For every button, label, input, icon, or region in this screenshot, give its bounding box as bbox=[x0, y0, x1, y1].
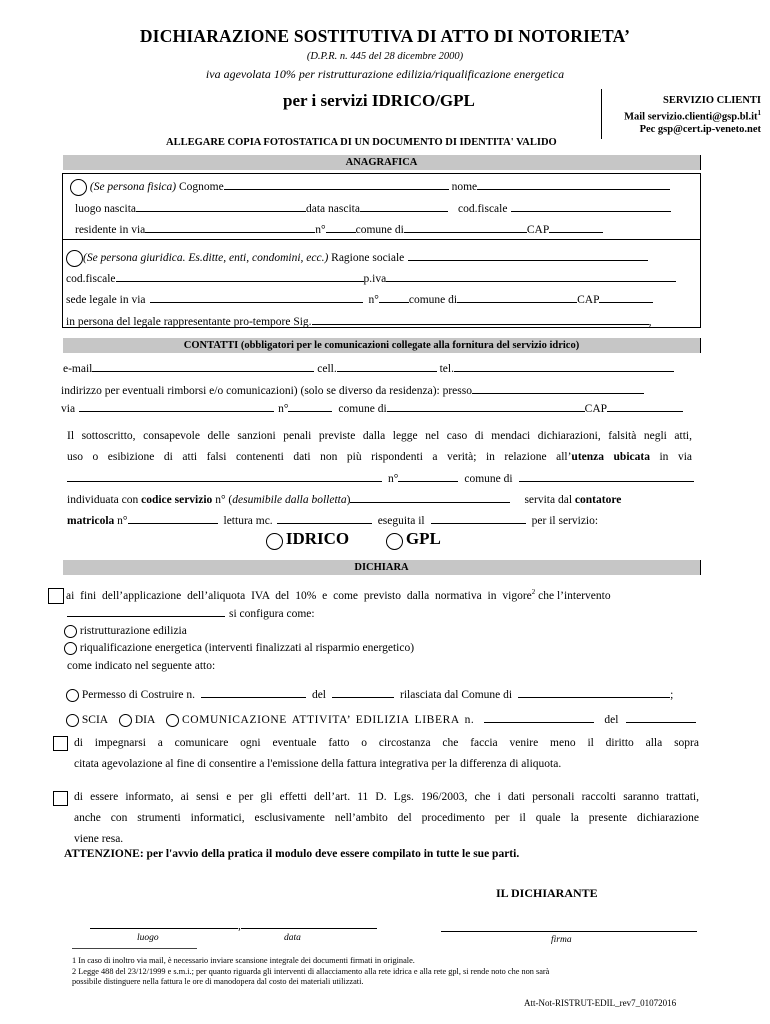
comune-field[interactable] bbox=[404, 221, 527, 233]
semicolon: ; bbox=[670, 689, 674, 701]
persona-fisica-radio[interactable] bbox=[70, 179, 87, 196]
item2-line1: di impegnarsi a comunicare ogni eventuale fatto o circostanza che faccia venire meno il diritto alla sopra bbox=[74, 737, 699, 749]
attach-id-notice: ALLEGARE COPIA FOTOSTATICA DI UN DOCUMENTO DI IDENTITA' VALIDO bbox=[166, 137, 557, 148]
row-servizio-choice bbox=[266, 529, 441, 550]
luogo-caption: luogo bbox=[137, 933, 159, 943]
cod-fiscale2-label: cod.fiscale bbox=[66, 273, 116, 285]
data-field[interactable] bbox=[241, 917, 377, 929]
ubicazione-via-field[interactable] bbox=[67, 470, 382, 482]
attenzione-label: ATTENZIONE: bbox=[64, 848, 144, 860]
row-scia-dia bbox=[66, 711, 696, 727]
idrico-radio[interactable] bbox=[266, 533, 283, 550]
firma-line[interactable] bbox=[441, 931, 697, 932]
sede-numero-field[interactable] bbox=[379, 291, 409, 303]
per-servizio-label: per il servizio: bbox=[531, 515, 599, 527]
codice-servizio-field[interactable] bbox=[350, 491, 510, 503]
cap-label: CAP bbox=[526, 224, 550, 236]
persona-giuridica-radio[interactable] bbox=[66, 250, 83, 267]
numero-field[interactable] bbox=[288, 400, 332, 412]
riqualificazione-radio[interactable] bbox=[64, 642, 77, 655]
footnotes bbox=[72, 956, 549, 988]
cod-fiscale2-field[interactable] bbox=[116, 270, 364, 282]
customer-service-pec: Pec gsp@cert.ip-veneto.net bbox=[639, 123, 761, 135]
row-codfisc-piva bbox=[66, 270, 676, 285]
ragione-sociale-field[interactable] bbox=[408, 249, 648, 261]
dia-label: DIA bbox=[134, 714, 156, 726]
row-codice-servizio bbox=[67, 491, 621, 506]
persona-giuridica-label: (Se persona giuridica. Es.ditte, enti, condomini, ecc.) bbox=[83, 252, 329, 264]
data-caption: data bbox=[284, 933, 301, 943]
row-ubicazione bbox=[67, 470, 694, 485]
piva-label: p.iva bbox=[363, 273, 387, 285]
footnote-ref-1: 1 bbox=[757, 109, 761, 117]
anagrafica-frame-right bbox=[700, 173, 701, 327]
cap-label: CAP bbox=[577, 294, 600, 306]
legal-reference: (D.P.R. n. 445 del 28 dicembre 2000) bbox=[306, 51, 464, 62]
riqualificazione-label: riqualificazione energetica (interventi finalizzati al risparmio energetico) bbox=[79, 642, 415, 655]
anagrafica-heading: ANAGRAFICA bbox=[63, 155, 701, 170]
numero-label: n° bbox=[368, 294, 379, 306]
email-label: e-mail bbox=[63, 363, 93, 375]
legale-rapp-label: in persona del legale rappresentante pro-tempore Sig. bbox=[66, 316, 312, 328]
row-dich-item3 bbox=[53, 791, 68, 806]
attenzione-notice bbox=[64, 848, 519, 860]
footnote-separator bbox=[72, 948, 197, 949]
row-dich-item1 bbox=[48, 588, 688, 604]
data-nascita-label: data nascita bbox=[306, 203, 360, 215]
close-paren: ) bbox=[346, 494, 351, 506]
rilasciata-label: rilasciata dal Comune di bbox=[400, 689, 513, 701]
numero-label: n° bbox=[278, 403, 289, 415]
ubicazione-comune-field[interactable] bbox=[519, 470, 694, 482]
codice-servizio-label: codice servizio bbox=[141, 494, 213, 506]
indirizzo-label: indirizzo per eventuali rimborsi e/o comunicazioni) (solo se diverso da residenza): presso bbox=[61, 385, 472, 397]
row-legale-rapp bbox=[66, 313, 651, 328]
intervento-field[interactable] bbox=[67, 605, 225, 617]
row-come-indicato bbox=[67, 660, 215, 672]
ristrutturazione-label: ristrutturazione edilizia bbox=[79, 625, 187, 638]
data-nascita-field[interactable] bbox=[360, 200, 448, 212]
row-giuridica bbox=[66, 249, 648, 267]
sede-legale-field[interactable] bbox=[150, 291, 363, 303]
mail-text: Mail servizio.clienti@gsp.bl.it bbox=[624, 111, 758, 123]
idrico-label: IDRICO bbox=[285, 529, 350, 548]
privacy-checkbox[interactable] bbox=[53, 791, 68, 806]
luogo-nascita-label: luogo nascita bbox=[75, 203, 136, 215]
dia-radio[interactable] bbox=[119, 714, 132, 727]
dichiarante-label: IL DICHIARANTE bbox=[496, 886, 598, 900]
cognome-field[interactable] bbox=[224, 178, 449, 190]
numero-field[interactable] bbox=[326, 221, 356, 233]
permesso-label: Permesso di Costruire n. bbox=[81, 689, 195, 701]
matricola-field[interactable] bbox=[128, 512, 218, 524]
gpl-label: GPL bbox=[405, 529, 441, 548]
desumibile-label: desumibile dalla bolletta bbox=[232, 494, 347, 506]
n-sym: n° bbox=[117, 515, 128, 527]
iva-checkbox[interactable] bbox=[48, 588, 64, 604]
come-indicato-label: come indicato nel seguente atto: bbox=[67, 660, 216, 672]
comune-label: comune di bbox=[464, 473, 513, 485]
footnote-1: 1 In caso di inoltro via mail, è necessario inviare scansione integrale dei documenti firmati in originale. bbox=[72, 956, 415, 965]
gpl-radio[interactable] bbox=[386, 533, 403, 550]
footnote-2-line2: possibile distinguere nella fattura le ore di manodopera dal costo dei materiali utilizzati. bbox=[72, 977, 364, 986]
header-divider bbox=[601, 89, 602, 139]
row-nascita bbox=[75, 200, 671, 215]
servita-dal-label: servita dal bbox=[524, 494, 573, 506]
comune-label: comune di bbox=[408, 294, 458, 306]
cell-label: cell. bbox=[317, 363, 337, 375]
item3-line2: anche con strumenti informatici, esclusivamente nell’ambito del procedimento per il quale la presente dichiarazione bbox=[74, 812, 699, 824]
scia-label: SCIA bbox=[81, 714, 109, 726]
row-via-contatti bbox=[61, 400, 683, 415]
dichiara-heading: DICHIARA bbox=[63, 560, 701, 575]
row-residenza bbox=[75, 221, 603, 236]
row-matricola bbox=[67, 512, 598, 527]
email-field[interactable] bbox=[92, 360, 314, 372]
comunicazione-data-field[interactable] bbox=[626, 711, 696, 723]
ubicazione-numero-field[interactable] bbox=[398, 470, 458, 482]
document-title: DICHIARAZIONE SOSTITUTIVA DI ATTO DI NOTORIETA’ bbox=[139, 26, 631, 46]
sede-cap-field[interactable] bbox=[599, 291, 653, 303]
services-heading: per i servizi IDRICO/GPL bbox=[283, 91, 475, 110]
comune-field[interactable] bbox=[387, 400, 585, 412]
lettura-label: lettura mc. bbox=[223, 515, 273, 527]
impegno-checkbox[interactable] bbox=[53, 736, 68, 751]
eseguita-label: eseguita il bbox=[377, 515, 425, 527]
nome-field[interactable] bbox=[477, 178, 670, 190]
cod-fiscale-label: cod.fiscale bbox=[457, 203, 508, 215]
footnote-2-line1: 2 Legge 488 del 23/12/1999 e s.m.i.; per quanto riguarda gli interventi di allacciamento alla rete idrica e alla rete gpl, si rende noto che non sarà bbox=[72, 966, 550, 976]
lettura-field[interactable] bbox=[277, 512, 372, 524]
comune-rilascio-field[interactable] bbox=[518, 686, 670, 698]
row-permesso bbox=[66, 686, 673, 702]
permesso-data-field[interactable] bbox=[332, 686, 394, 698]
scia-radio[interactable] bbox=[66, 714, 79, 727]
numero-label: n° bbox=[315, 224, 326, 236]
item3-text bbox=[74, 787, 699, 850]
item3-line3: viene resa. bbox=[74, 833, 124, 845]
tel-label: tel. bbox=[439, 363, 454, 375]
comunicazione-numero-field[interactable] bbox=[484, 711, 594, 723]
permesso-numero-field[interactable] bbox=[201, 686, 306, 698]
permesso-radio[interactable] bbox=[66, 689, 79, 702]
luogo-nascita-field[interactable] bbox=[136, 200, 306, 212]
anagrafica-frame-left bbox=[62, 173, 63, 327]
numero-label: n° bbox=[388, 473, 399, 485]
ragione-sociale-label: Ragione sociale bbox=[331, 252, 405, 264]
legale-rapp-field[interactable] bbox=[312, 313, 649, 325]
customer-service-mail bbox=[624, 107, 761, 124]
comune-label: comune di bbox=[355, 224, 404, 236]
item2-line2: citata agevolazione al fine di consentire a l'emissione della fattura integrativa per la differenza di aliquota. bbox=[74, 758, 562, 770]
item1-end: che l’intervento bbox=[535, 589, 611, 602]
document-subtitle: iva agevolata 10% per ristrutturazione edilizia/riqualificazione energetica bbox=[205, 67, 565, 81]
statement-line2 bbox=[67, 447, 692, 468]
row-cognome bbox=[70, 178, 670, 196]
via-label: via bbox=[61, 403, 76, 415]
ristrutturazione-radio[interactable] bbox=[64, 625, 77, 638]
persona-fisica-label: (Se persona fisica) bbox=[89, 181, 177, 193]
anagrafica-divider bbox=[62, 239, 701, 240]
contatti-heading: CONTATTI (obbligatori per le comunicazioni collegate alla fornitura del servizio idrico) bbox=[63, 338, 701, 353]
comune-label: comune di bbox=[338, 403, 387, 415]
comma: , bbox=[238, 920, 241, 932]
row-dich-item2 bbox=[53, 736, 76, 751]
sede-comune-field[interactable] bbox=[457, 291, 577, 303]
sede-legale-label: sede legale in via bbox=[66, 294, 146, 306]
row-configura bbox=[67, 605, 315, 620]
row-sede bbox=[66, 291, 653, 306]
item3-line1: di essere informato, ai sensi e per gli effetti dell’art. 11 D. Lgs. 196/2003, che i dati personali raccolti saranno trattati, bbox=[74, 791, 699, 803]
utenza-ubicata: utenza ubicata bbox=[571, 451, 650, 463]
via-field[interactable] bbox=[79, 400, 274, 412]
cod-fiscale-field[interactable] bbox=[511, 200, 671, 212]
in-via-label: in via bbox=[649, 451, 693, 463]
cap-label: CAP bbox=[584, 403, 608, 415]
comunicazione-radio[interactable] bbox=[166, 714, 179, 727]
cognome-label: Cognome bbox=[178, 181, 224, 193]
item1-text: ai fini dell’applicazione dell’aliquota IVA del 10% e come previsto dalla normativa in vigore bbox=[66, 589, 532, 602]
statement-line2-text: uso o esibizione di atti falsi contenenti dati non più rispondenti a verità; in relazione all’ bbox=[67, 451, 572, 463]
matricola-label: matricola bbox=[67, 515, 115, 527]
statement-block bbox=[67, 426, 692, 468]
cell-field[interactable] bbox=[337, 360, 437, 372]
customer-service-box bbox=[624, 95, 761, 136]
comma: , bbox=[648, 316, 652, 328]
contatore-label: contatore bbox=[574, 494, 622, 506]
row-indirizzo bbox=[61, 382, 644, 397]
row-contatti bbox=[63, 360, 674, 375]
individuata-label: individuata con bbox=[67, 494, 139, 506]
cap-field[interactable] bbox=[607, 400, 683, 412]
row-luogo-data bbox=[90, 917, 377, 932]
comunicazione-label: COMUNICAZIONE ATTIVITA’ EDILIZIA LIBERA n. bbox=[182, 714, 475, 726]
tel-field[interactable] bbox=[454, 360, 674, 372]
firma-caption: firma bbox=[551, 935, 572, 945]
row-opt1 bbox=[64, 625, 187, 638]
residenza-field[interactable] bbox=[145, 221, 315, 233]
configura-label: si configura come: bbox=[229, 608, 315, 620]
customer-service-title: SERVIZIO CLIENTI bbox=[663, 95, 761, 106]
footnote-ref-2: 2 bbox=[531, 588, 536, 596]
attenzione-text: per l'avvio della pratica il modulo deve essere compilato in tutte le sue parti. bbox=[143, 848, 520, 860]
del-label: del bbox=[311, 689, 327, 701]
presso-field[interactable] bbox=[472, 382, 644, 394]
del-label: del bbox=[604, 714, 619, 726]
anagrafica-frame-top bbox=[62, 173, 701, 174]
item2-text bbox=[74, 733, 699, 775]
document-code: Att-Not-RISTRUT-EDIL_rev7_01072016 bbox=[524, 998, 677, 1008]
piva-field[interactable] bbox=[386, 270, 676, 282]
luogo-field[interactable] bbox=[90, 917, 238, 929]
statement-line1: Il sottoscritto, consapevole delle sanzioni penali previste dalla legge nel caso di mendaci dichiarazioni, falsità negli atti, bbox=[67, 430, 692, 442]
n-desum: n° ( bbox=[215, 494, 233, 506]
row-opt2 bbox=[64, 642, 414, 655]
eseguita-field[interactable] bbox=[431, 512, 526, 524]
nome-label: nome bbox=[451, 181, 478, 193]
residenza-label: residente in via bbox=[75, 224, 146, 236]
cap-field[interactable] bbox=[549, 221, 603, 233]
